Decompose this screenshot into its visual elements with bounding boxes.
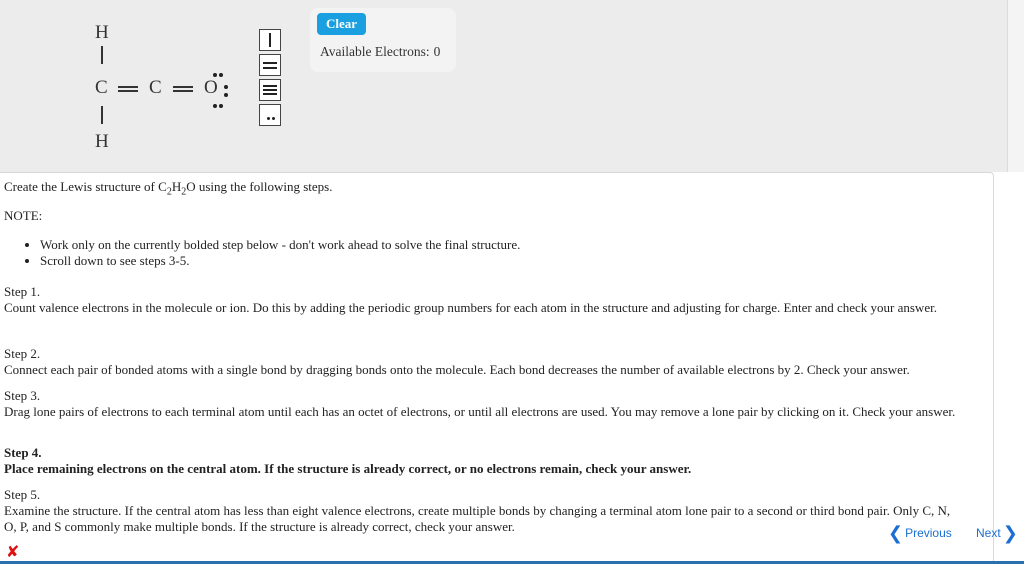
previous-button[interactable]: ❮ Previous <box>888 523 952 543</box>
next-button[interactable]: Next ❯ <box>976 523 1018 543</box>
double-bond-icon[interactable] <box>259 54 281 76</box>
bond-c-c-double[interactable] <box>118 86 138 92</box>
step-3-title: Step 3. <box>4 388 41 403</box>
available-electrons <box>320 44 440 60</box>
molecule-canvas[interactable] <box>0 0 1007 172</box>
electron-panel <box>310 8 456 72</box>
bond-h-c-top[interactable] <box>101 46 103 64</box>
notes-list <box>22 237 520 269</box>
lone-pair-icon[interactable] <box>259 104 281 126</box>
note-item: • Scroll down to see steps 3-5. <box>40 253 520 269</box>
step-1-title: Step 1. <box>4 284 41 299</box>
atom-o[interactable]: O <box>204 77 218 98</box>
step-3-text: Drag lone pairs of electrons to each terminal atom until each has an octet of electrons, or until all electrons are used. You may remove a lone pair by clicking on it. Check your answer. <box>4 404 956 419</box>
step-5-title: Step 5. <box>4 487 41 502</box>
intro-text: Create the Lewis structure of $C_2H_2O$ using the following steps. <box>4 179 333 198</box>
note-label: NOTE: <box>4 208 43 223</box>
lone-pair-electron[interactable] <box>219 73 223 77</box>
clear-button[interactable]: Clear <box>317 13 366 35</box>
canvas-scrollbar[interactable] <box>1007 0 1024 172</box>
step-2-title: Step 2. <box>4 346 41 361</box>
bond-c-o-double[interactable] <box>173 86 193 92</box>
atom-h-top[interactable]: H <box>95 22 109 43</box>
lone-pair-electron[interactable] <box>213 73 217 77</box>
note-item: • Work only on the currently bolded step below - don't work ahead to solve the final structure. <box>40 237 520 253</box>
triple-bond-icon[interactable] <box>259 79 281 101</box>
step-4-text: Place remaining electrons on the central atom. If the structure is already correct, or no electrons remain, check your answer. <box>4 461 692 476</box>
lone-pair-electron[interactable] <box>224 93 228 97</box>
atom-c2[interactable]: C <box>149 77 162 98</box>
bond-h-c-bottom[interactable] <box>101 106 103 124</box>
single-bond-icon[interactable] <box>259 29 281 51</box>
chevron-left-icon: ❮ <box>888 523 904 543</box>
available-electrons-label: Available Electrons: <box>320 44 430 59</box>
lone-pair-electron[interactable] <box>224 85 228 89</box>
available-electrons-value: 0 <box>433 44 441 59</box>
step-4-title: Step 4. <box>4 445 42 460</box>
x-mark-icon: ✘ <box>6 542 20 561</box>
atom-c1[interactable]: C <box>95 77 108 98</box>
step-5-text: Examine the structure. If the central atom has less than eight valence electrons, create multiple bonds by changing a terminal atom lone pair to a second or third bond pair. Only C, N, O, P, and S commonly make multiple bonds. If the structure is already correct, check your answer. <box>4 503 951 534</box>
atom-h-bottom[interactable]: H <box>95 131 109 152</box>
lone-pair-electron[interactable] <box>213 104 217 108</box>
step-1-text: Count valence electrons in the molecule or ion. Do this by adding the periodic group numbers for each atom in the structure and adjusting for charge. Enter and check your answer. <box>4 300 937 315</box>
instructions-panel <box>0 172 994 564</box>
lone-pair-electron[interactable] <box>219 104 223 108</box>
step-2-text: Connect each pair of bonded atoms with a single bond by dragging bonds onto the molecule. Each bond decreases the number of available electrons by 2. Check your answer. <box>4 362 910 377</box>
chevron-right-icon: ❯ <box>1002 523 1018 543</box>
